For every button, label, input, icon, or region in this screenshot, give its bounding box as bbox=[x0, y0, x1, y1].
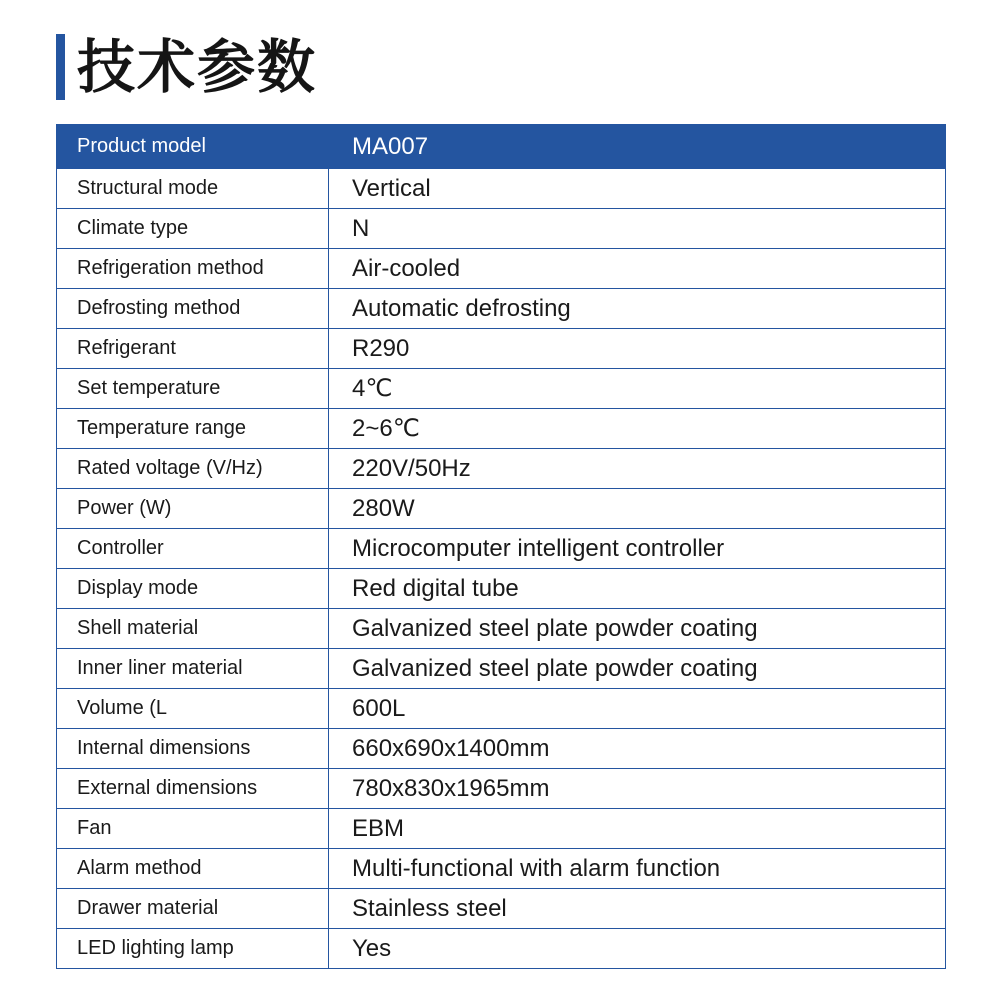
table-row bbox=[57, 929, 946, 969]
spec-label-cell: Internal dimensions bbox=[57, 729, 329, 769]
table-row bbox=[57, 649, 946, 689]
spec-value-cell: 220V/50Hz bbox=[329, 449, 946, 489]
spec-table-header-row bbox=[57, 125, 946, 169]
spec-label-cell: Structural mode bbox=[57, 169, 329, 209]
table-row bbox=[57, 249, 946, 289]
spec-label-cell: Set temperature bbox=[57, 369, 329, 409]
spec-label-cell: Refrigerant bbox=[57, 329, 329, 369]
spec-value-cell: 780x830x1965mm bbox=[329, 769, 946, 809]
spec-value-cell: Galvanized steel plate powder coating bbox=[329, 609, 946, 649]
spec-value-cell: N bbox=[329, 209, 946, 249]
table-row bbox=[57, 849, 946, 889]
spec-table-body bbox=[57, 125, 946, 969]
spec-label-cell: Power (W) bbox=[57, 489, 329, 529]
page-header bbox=[56, 32, 317, 102]
spec-value-cell: 600L bbox=[329, 689, 946, 729]
table-row bbox=[57, 289, 946, 329]
spec-label-cell: Inner liner material bbox=[57, 649, 329, 689]
spec-value-cell: EBM bbox=[329, 809, 946, 849]
table-row bbox=[57, 769, 946, 809]
spec-value-cell: Microcomputer intelligent controller bbox=[329, 529, 946, 569]
spec-label-cell: Fan bbox=[57, 809, 329, 849]
spec-value-cell: Stainless steel bbox=[329, 889, 946, 929]
spec-label-cell: Controller bbox=[57, 529, 329, 569]
table-row bbox=[57, 489, 946, 529]
table-row bbox=[57, 449, 946, 489]
spec-label-cell: Climate type bbox=[57, 209, 329, 249]
spec-value-cell: Air-cooled bbox=[329, 249, 946, 289]
header-value-cell: MA007 bbox=[329, 125, 946, 169]
spec-label-cell: LED lighting lamp bbox=[57, 929, 329, 969]
spec-value-cell: Galvanized steel plate powder coating bbox=[329, 649, 946, 689]
table-row bbox=[57, 689, 946, 729]
header-label-cell: Product model bbox=[57, 125, 329, 169]
spec-value-cell: 660x690x1400mm bbox=[329, 729, 946, 769]
spec-value-cell: Multi-functional with alarm function bbox=[329, 849, 946, 889]
spec-value-cell: 4℃ bbox=[329, 369, 946, 409]
table-row bbox=[57, 369, 946, 409]
spec-label-cell: Display mode bbox=[57, 569, 329, 609]
table-row bbox=[57, 569, 946, 609]
spec-value-cell: R290 bbox=[329, 329, 946, 369]
spec-label-cell: Refrigeration method bbox=[57, 249, 329, 289]
spec-label-cell: Drawer material bbox=[57, 889, 329, 929]
table-row bbox=[57, 409, 946, 449]
spec-value-cell: Yes bbox=[329, 929, 946, 969]
spec-value-cell: Red digital tube bbox=[329, 569, 946, 609]
spec-label-cell: Defrosting method bbox=[57, 289, 329, 329]
spec-label-cell: Alarm method bbox=[57, 849, 329, 889]
table-row bbox=[57, 529, 946, 569]
spec-value-cell: Vertical bbox=[329, 169, 946, 209]
spec-value-cell: 2~6℃ bbox=[329, 409, 946, 449]
title-accent-bar bbox=[56, 34, 65, 100]
spec-label-cell: Temperature range bbox=[57, 409, 329, 449]
spec-label-cell: Rated voltage (V/Hz) bbox=[57, 449, 329, 489]
page-title: 技术参数 bbox=[77, 33, 318, 101]
spec-value-cell: 280W bbox=[329, 489, 946, 529]
spec-label-cell: Volume (L bbox=[57, 689, 329, 729]
table-row bbox=[57, 889, 946, 929]
table-row bbox=[57, 169, 946, 209]
spec-label-cell: Shell material bbox=[57, 609, 329, 649]
spec-value-cell: Automatic defrosting bbox=[329, 289, 946, 329]
spec-label-cell: External dimensions bbox=[57, 769, 329, 809]
table-row bbox=[57, 209, 946, 249]
spec-table bbox=[56, 124, 946, 969]
table-row bbox=[57, 809, 946, 849]
table-row bbox=[57, 609, 946, 649]
table-row bbox=[57, 329, 946, 369]
table-row bbox=[57, 729, 946, 769]
